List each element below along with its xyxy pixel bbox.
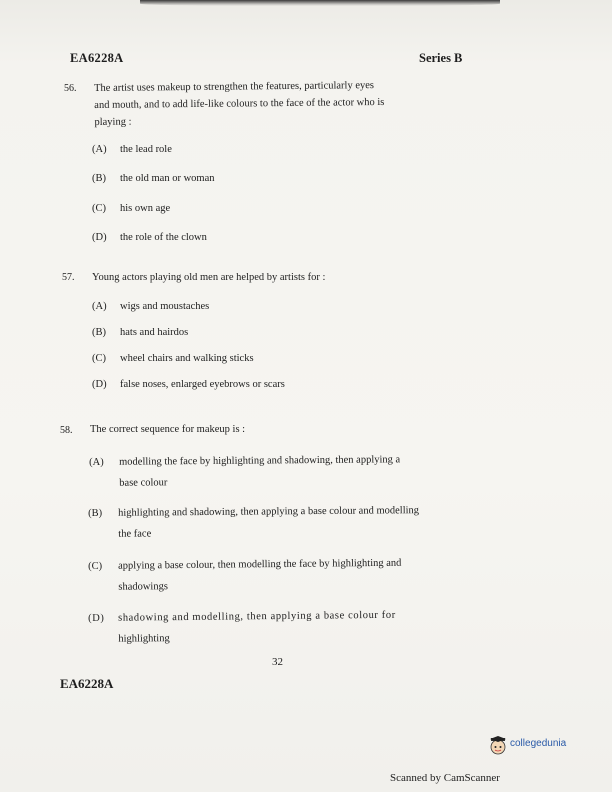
- option-label: (C): [92, 203, 106, 214]
- question-text-line: The correct sequence for makeup is :: [90, 424, 246, 435]
- question-number: 58.: [60, 425, 73, 436]
- page-number: 32: [272, 656, 283, 668]
- option-c[interactable]: [92, 203, 170, 214]
- option-text-line: applying a base colour, then modelling the face by highlighting and: [118, 557, 402, 572]
- option-text-line: shadowings: [118, 581, 168, 593]
- option-label: (C): [92, 353, 106, 364]
- footer-paper-code: EA6228A: [60, 676, 114, 691]
- option-c[interactable]: [92, 353, 254, 364]
- option-label: (D): [92, 232, 107, 243]
- option-text-line: highlighting: [118, 633, 170, 645]
- option-text: the role of the clown: [120, 232, 207, 243]
- collegedunia-mascot-icon: [488, 736, 508, 756]
- option-text-line: the face: [118, 528, 152, 540]
- option-d[interactable]: [92, 232, 207, 243]
- option-label: (C): [88, 560, 103, 572]
- option-text-line: base colour: [119, 477, 168, 489]
- option-label: (B): [92, 327, 106, 338]
- option-label: (D): [92, 379, 107, 390]
- camscanner-watermark: Scanned by CamScanner: [390, 772, 500, 784]
- header-series: Series B: [419, 51, 463, 65]
- option-d[interactable]: [92, 379, 285, 390]
- option-text-line: shadowing and modelling, then applying a base colour for: [118, 609, 396, 624]
- option-text-line: highlighting and shadowing, then applying a base colour and modelling: [118, 505, 420, 519]
- option-text-line: modelling the face by highlighting and shadowing, then applying a: [119, 454, 401, 468]
- option-a[interactable]: [92, 301, 209, 312]
- scan-shadow: [140, 0, 500, 6]
- question-number: 57.: [62, 272, 75, 283]
- option-label: (A): [92, 301, 107, 312]
- option-label: (A): [92, 144, 107, 155]
- option-label: (D): [88, 612, 105, 624]
- option-b[interactable]: [92, 327, 188, 338]
- question-number: 56.: [64, 83, 77, 94]
- option-text: hats and hairdos: [120, 327, 189, 338]
- option-text: the lead role: [120, 144, 172, 155]
- question-text-line: playing :: [94, 116, 132, 128]
- header-paper-code: EA6228A: [70, 51, 124, 65]
- option-b[interactable]: [92, 173, 214, 184]
- option-text: wigs and moustaches: [120, 301, 210, 312]
- question-text-line: The artist uses makeup to strengthen the features, particularly eyes: [94, 80, 375, 94]
- option-label: (B): [92, 173, 106, 184]
- option-label: (A): [89, 456, 104, 468]
- option-text: his own age: [120, 203, 171, 214]
- option-label: (B): [88, 507, 103, 519]
- option-text: wheel chairs and walking sticks: [120, 353, 254, 364]
- question-text-line: and mouth, and to add life-like colours to the face of the actor who is: [94, 96, 385, 111]
- option-text: false noses, enlarged eyebrows or scars: [120, 379, 285, 390]
- option-a[interactable]: [92, 144, 172, 155]
- option-text: the old man or woman: [120, 173, 215, 184]
- question-text-line: Young actors playing old men are helped by artists for :: [92, 272, 326, 283]
- collegedunia-logo-text: collegedunia: [510, 738, 567, 749]
